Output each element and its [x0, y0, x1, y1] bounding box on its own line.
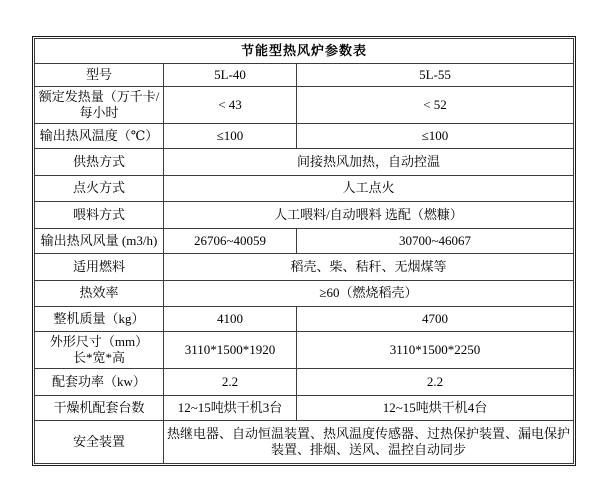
- table-row-power: [35, 369, 574, 396]
- param-value: ≤100: [164, 124, 297, 149]
- table-row-dimensions: [35, 332, 574, 369]
- param-value: 2.2: [297, 369, 574, 396]
- row-label-line2: 每小时: [79, 105, 119, 120]
- row-label: 点火方式: [35, 176, 164, 202]
- table-row-heating-mode: [35, 149, 574, 176]
- param-value: 人工点火: [164, 176, 574, 202]
- param-value: 4700: [297, 307, 574, 332]
- row-label: 干燥机配套台数: [35, 396, 164, 421]
- row-label-line2: 长*宽*高: [72, 350, 125, 365]
- param-value: 5L-55: [297, 64, 574, 87]
- row-label: 适用燃料: [35, 254, 164, 281]
- table-row-output-temp: [35, 124, 574, 149]
- param-value: 人工喂料/自动喂料 选配（燃糠）: [164, 202, 574, 229]
- row-label: 输出热风温度（℃）: [35, 124, 164, 149]
- param-value: < 52: [297, 87, 574, 124]
- row-label: [35, 87, 164, 124]
- param-value: 30700~46067: [297, 229, 574, 254]
- param-value: 4100: [164, 307, 297, 332]
- param-value: < 43: [164, 87, 297, 124]
- table-row-dryer-count: [35, 396, 574, 421]
- param-value: 5L-40: [164, 64, 297, 87]
- param-value: 12~15吨烘干机4台: [297, 396, 574, 421]
- table-row-model: [35, 64, 574, 87]
- row-label: 整机质量（kg）: [35, 307, 164, 332]
- param-value: ≤100: [297, 124, 574, 149]
- row-label: 供热方式: [35, 149, 164, 176]
- title-row: [35, 39, 574, 64]
- row-label-line1: 额定发热量（万千卡/: [38, 88, 160, 104]
- table-title: 节能型热风炉参数表: [35, 39, 574, 64]
- param-value: 稻壳、柴、秸秆、无烟煤等: [164, 254, 574, 281]
- param-value: 26706~40059: [164, 229, 297, 254]
- param-value: 12~15吨烘干机3台: [164, 396, 297, 421]
- row-label: 型号: [35, 64, 164, 87]
- row-label: 热效率: [35, 281, 164, 307]
- table-row-weight: [35, 307, 574, 332]
- row-label: [35, 332, 164, 369]
- table-row-rated-heat: [35, 87, 574, 124]
- table-row-thermal-efficiency: [35, 281, 574, 307]
- row-label: 输出热风风量 (m3/h): [35, 229, 164, 254]
- table-row-fuel: [35, 254, 574, 281]
- param-value: 间接热风加热，自动控温: [164, 149, 574, 176]
- param-value: 热继电器、自动恒温装置、热风温度传感器、过热保护装置、漏电保护装置、排烟、送风、温控自动同步: [164, 421, 574, 464]
- row-label: 安全装置: [35, 421, 164, 464]
- param-value: 3110*1500*2250: [297, 332, 574, 369]
- row-label-line1: 外形尺寸（mm）: [49, 333, 149, 349]
- table-row-air-volume: [35, 229, 574, 254]
- param-table: [34, 38, 574, 464]
- table-row-feeding-mode: [35, 202, 574, 229]
- param-value: 2.2: [164, 369, 297, 396]
- spec-table-frame: [32, 36, 576, 466]
- param-value: ≥60（燃烧稻壳）: [164, 281, 574, 307]
- table-row-ignition-mode: [35, 176, 574, 202]
- param-value: 3110*1500*1920: [164, 332, 297, 369]
- table-row-safety-devices: [35, 421, 574, 464]
- row-label: 喂料方式: [35, 202, 164, 229]
- row-label: 配套功率（kw）: [35, 369, 164, 396]
